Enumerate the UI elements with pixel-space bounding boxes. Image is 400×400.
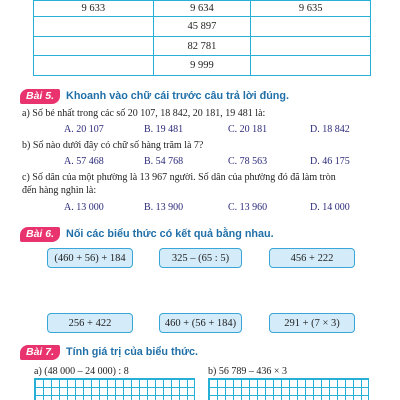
option-b[interactable]: B. 13 900 xyxy=(144,202,184,213)
question-c-text-line2: đến hàng nghìn là: xyxy=(22,185,97,196)
exercise-7-title: Tính giá trị của biểu thức. xyxy=(66,346,199,358)
option-d[interactable]: D. 46 175 xyxy=(310,156,350,167)
expression-box[interactable]: 325 – (65 : 5) xyxy=(159,248,242,268)
option-d[interactable]: D. 14 000 xyxy=(310,202,350,213)
exercise-7-heading xyxy=(20,344,198,360)
question-a-options xyxy=(0,124,400,136)
question-b-options xyxy=(0,156,400,168)
table-row xyxy=(34,17,371,37)
table-cell[interactable] xyxy=(34,17,154,37)
exercise-5-heading xyxy=(20,88,289,104)
exercise-7-badge: Bài 7. xyxy=(20,345,60,360)
table-row xyxy=(34,1,371,17)
exercise-6-badge: Bài 6. xyxy=(20,227,60,242)
table-cell[interactable]: 9 633 xyxy=(34,1,154,17)
question-b-text: b) Số nào dưới đây có chữ số hàng trăm là 7? xyxy=(22,140,204,151)
table-cell[interactable] xyxy=(34,36,154,56)
expression-box[interactable]: (460 + 56) + 184 xyxy=(47,248,133,268)
table-cell[interactable] xyxy=(251,36,371,56)
option-c[interactable]: C. 78 563 xyxy=(228,156,268,167)
question-c-options xyxy=(0,202,400,214)
table-cell[interactable] xyxy=(34,56,154,76)
answer-grid-a[interactable] xyxy=(34,378,195,400)
expression-a-label: a) (48 000 – 24 000) : 8 xyxy=(34,366,129,377)
option-c[interactable]: C. 13 960 xyxy=(228,202,268,213)
expression-box[interactable]: 460 + (56 + 184) xyxy=(159,313,242,333)
table-cell[interactable]: 82 781 xyxy=(153,36,251,56)
option-d[interactable]: D. 18 842 xyxy=(310,124,350,135)
question-a-text: a) Số bé nhất trong các số 20 107, 18 842, 20 181, 19 481 là: xyxy=(22,108,266,119)
option-a[interactable]: A. 20 107 xyxy=(64,124,104,135)
answer-grid-b[interactable] xyxy=(208,378,369,400)
table-cell[interactable]: 9 635 xyxy=(251,1,371,17)
table-cell[interactable]: 9 999 xyxy=(153,56,251,76)
option-b[interactable]: B. 54 768 xyxy=(144,156,184,167)
option-b[interactable]: B. 19 481 xyxy=(144,124,184,135)
table-row xyxy=(34,56,371,76)
exercise-5-badge: Bài 5. xyxy=(20,89,60,104)
expression-box[interactable]: 456 + 222 xyxy=(269,248,355,268)
option-c[interactable]: C. 20 181 xyxy=(228,124,268,135)
table-cell[interactable] xyxy=(251,56,371,76)
expression-box[interactable]: 256 + 422 xyxy=(47,313,133,333)
table-cell[interactable]: 45 897 xyxy=(153,17,251,37)
exercise-6-title: Nối các biểu thức có kết quả bằng nhau. xyxy=(66,228,274,240)
expression-b-label: b) 56 789 – 436 × 3 xyxy=(208,366,287,377)
option-a[interactable]: A. 57 468 xyxy=(64,156,104,167)
exercise-6-heading xyxy=(20,226,274,242)
table-row xyxy=(34,36,371,56)
option-a[interactable]: A. 13 000 xyxy=(64,202,104,213)
expression-box[interactable]: 291 + (7 × 3) xyxy=(269,313,355,333)
numbers-table xyxy=(33,0,371,76)
question-c-text-line1: c) Số dân của một phường là 13 967 người. Số dân của phường đó đã làm tròn xyxy=(22,172,336,183)
exercise-5-title: Khoanh vào chữ cái trước câu trả lời đúng. xyxy=(66,90,289,102)
table-cell[interactable]: 9 634 xyxy=(153,1,251,17)
table-cell[interactable] xyxy=(251,17,371,37)
